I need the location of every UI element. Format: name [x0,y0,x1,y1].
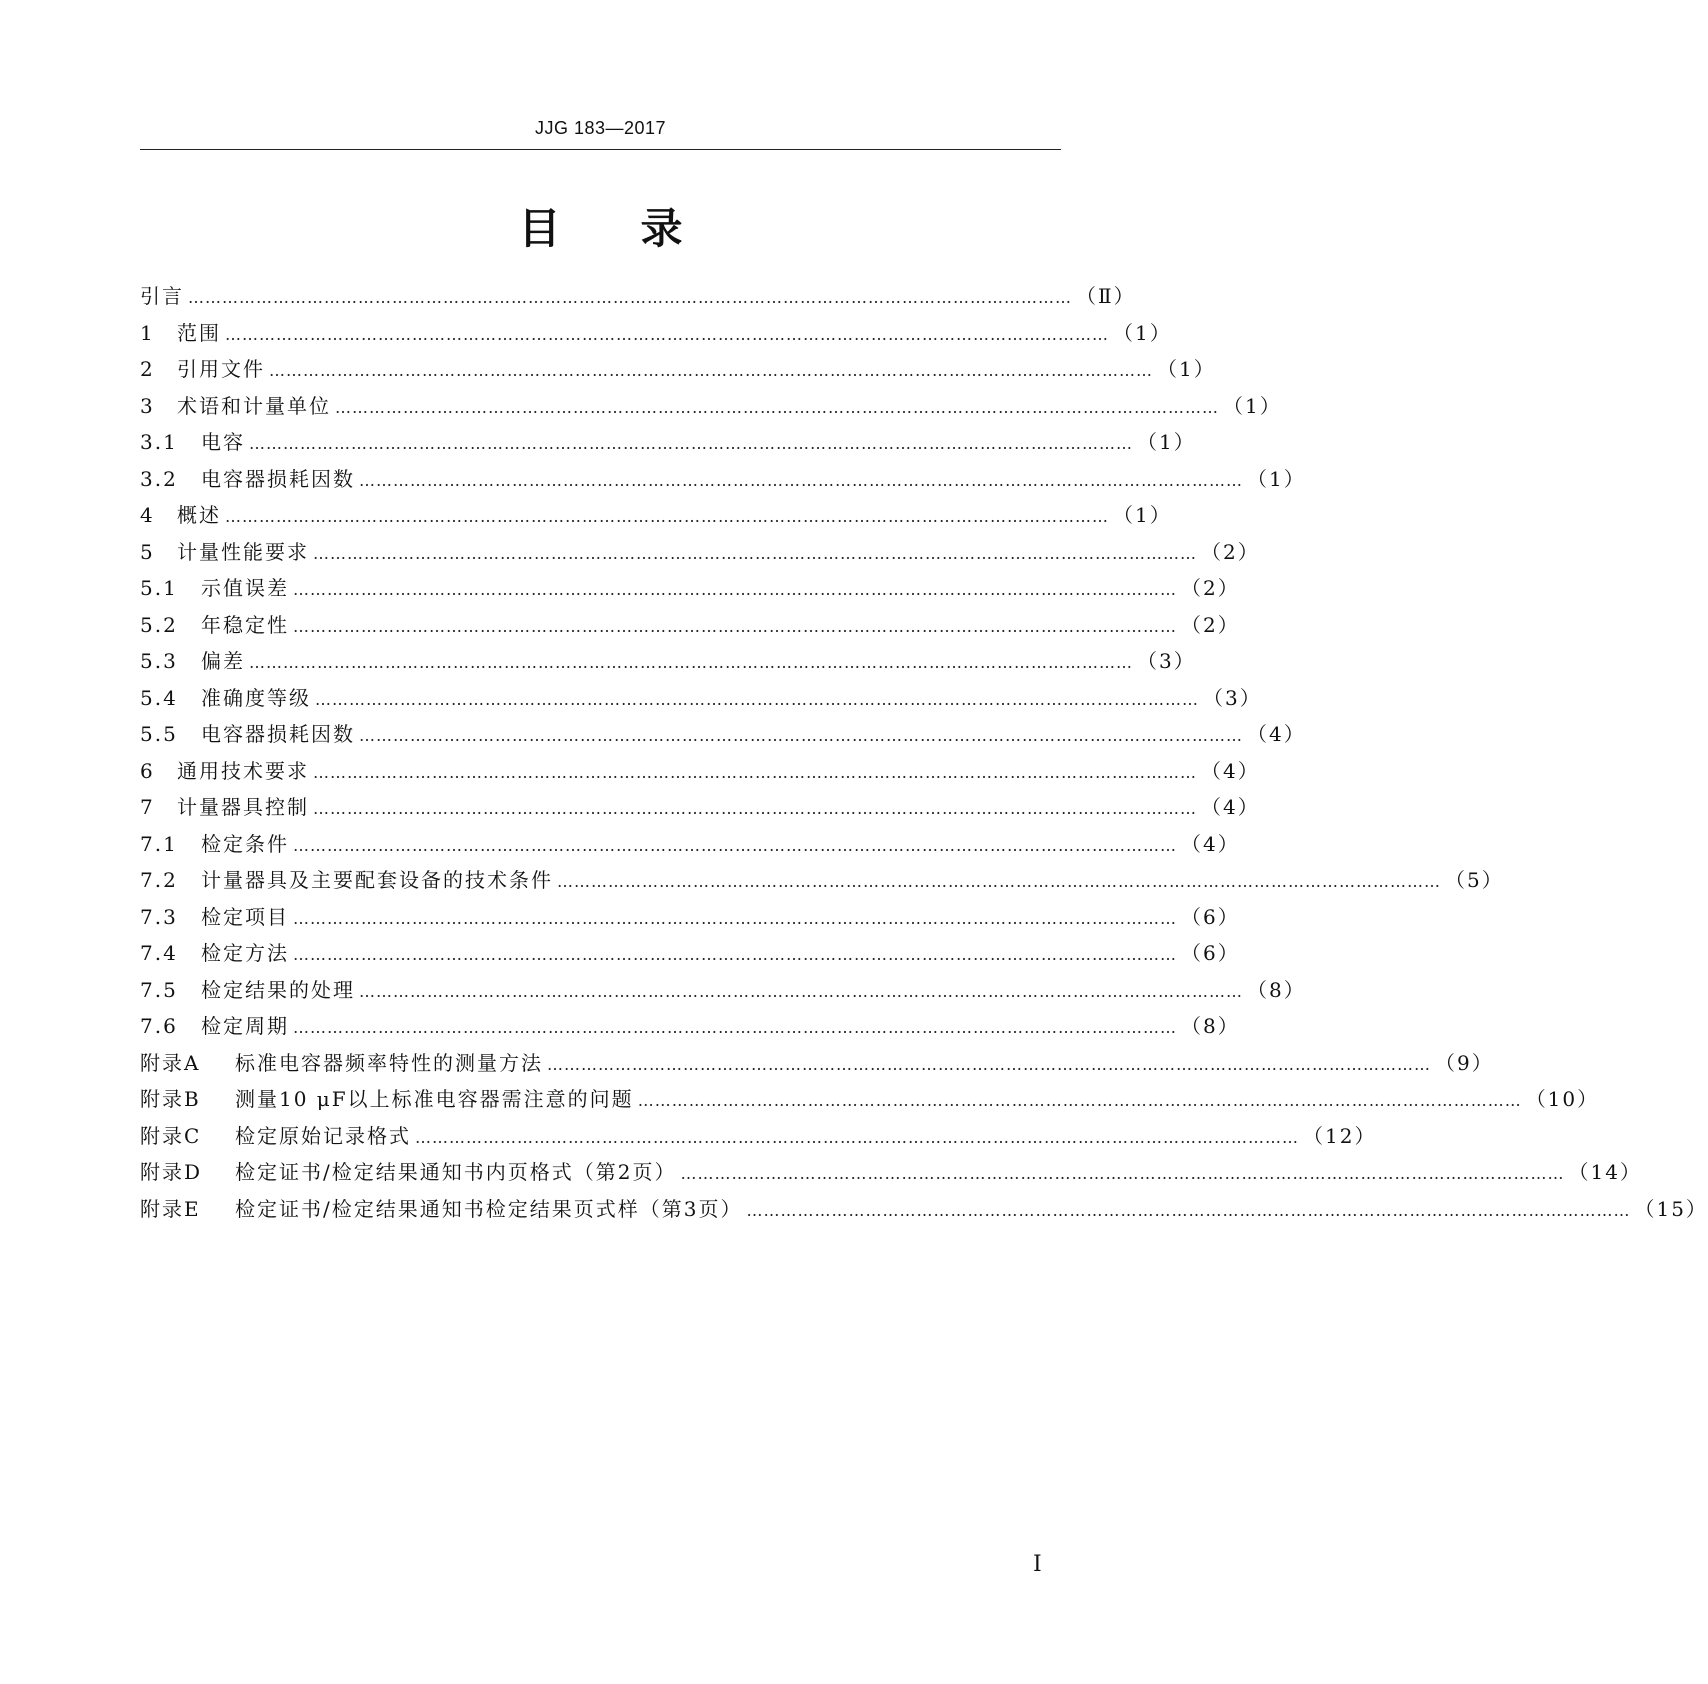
toc-entry-page: （6） [1181,904,1240,929]
toc-dot-leader: ………………………………………………………………………………………………………………………………………… [557,872,1441,891]
toc-dot-leader: ………………………………………………………………………………………………………………………………………… [359,981,1243,1001]
toc-dot-leader: ………………………………………………………………………………………………………………………………………… [313,762,1197,782]
toc-entry[interactable] [140,351,1216,388]
toc-dot-leader: ………………………………………………………………………………………………………………………………………… [359,726,1243,745]
toc-dot-leader: ………………………………………………………………………………………………………………………………………… [249,653,1133,672]
toc-entry-title: 计量器具控制 [177,795,309,819]
toc-entry-number: 3.1 [140,430,178,454]
toc-entry-title: 检定证书/检定结果通知书检定结果页式样（第3页） [235,1196,743,1221]
toc-entry[interactable] [140,1154,1642,1191]
toc-entry[interactable] [140,826,1240,863]
toc-entry-number: 3.2 [140,466,178,491]
toc-dot-leader: ………………………………………………………………………………………………………………………………………… [293,835,1177,855]
toc-entry-title: 检定项目 [201,904,289,929]
toc-entry-number: 附录A [140,1050,201,1075]
toc-entry[interactable] [140,388,1282,425]
toc-entry[interactable] [140,278,1136,315]
toc-entry-title: 引用文件 [177,357,265,381]
toc-dot-leader: ………………………………………………………………………………………………………………………………………… [225,507,1109,526]
toc-entry[interactable] [140,899,1240,936]
toc-entry-title: 检定原始记录格式 [235,1123,411,1148]
toc-dot-leader: ………………………………………………………………………………………………………………………………………… [293,616,1177,636]
toc-dot-leader: ………………………………………………………………………………………………………………………………………… [225,324,1109,344]
toc-entry[interactable] [140,1118,1377,1155]
toc-entry-title: 引言 [140,284,184,308]
toc-entry-page: （2） [1201,539,1260,564]
toc-entry-page: （4） [1247,722,1306,746]
toc-dot-leader: ………………………………………………………………………………………………………………………………………… [680,1164,1565,1183]
table-of-contents [140,278,1708,1227]
toc-entry-number: 5.2 [140,612,178,637]
toc-entry-number: 5.5 [140,722,178,746]
toc-dot-leader: ………………………………………………………………………………………………………………………………………… [359,470,1243,490]
toc-entry-number: 附录E [140,1196,201,1221]
toc-entry-title: 通用技术要求 [177,758,309,783]
toc-entry-page: （5） [1445,868,1504,892]
toc-dot-leader: ………………………………………………………………………………………………………………………………………… [315,689,1199,709]
toc-entry[interactable] [140,862,1504,899]
toc-entry-number: 5 [140,539,155,564]
toc-entry-number: 5.1 [140,576,178,600]
toc-dot-leader: ………………………………………………………………………………………………………………………………………… [293,1018,1177,1037]
toc-entry[interactable] [140,789,1260,826]
toc-entry-page: （1） [1113,503,1172,527]
toc-entry-page: （1） [1223,393,1282,418]
toc-entry-number: 4 [140,503,155,527]
toc-entry[interactable] [140,753,1260,790]
toc-entry-title: 术语和计量单位 [177,393,331,418]
toc-entry-title: 示值误差 [201,576,289,600]
toc-entry[interactable] [140,534,1260,571]
toc-entry[interactable] [140,1081,1600,1118]
toc-entry[interactable] [140,1008,1240,1045]
toc-entry[interactable] [140,680,1262,717]
toc-entry-page: （9） [1435,1050,1494,1075]
toc-entry[interactable] [140,461,1306,498]
toc-dot-leader: ………………………………………………………………………………………………………………………………………… [269,361,1153,380]
toc-entry-page: （10） [1525,1087,1600,1111]
toc-dot-leader: ………………………………………………………………………………………………………………………………………… [313,543,1197,563]
toc-entry-number: 7.2 [140,868,178,892]
toc-entry-number: 3 [140,393,155,418]
toc-entry-title: 标准电容器频率特性的测量方法 [235,1050,543,1075]
toc-entry-page: （3） [1137,649,1196,673]
toc-entry-number: 5.4 [140,685,178,710]
toc-entry-title: 概述 [177,503,221,527]
toc-entry[interactable] [140,570,1240,607]
toc-entry-page: （8） [1247,977,1306,1002]
toc-entry-page: （1） [1113,320,1172,345]
toc-entry-title: 范围 [177,320,221,345]
toc-entry[interactable] [140,1045,1494,1082]
toc-dot-leader: ………………………………………………………………………………………………………………………………………… [188,288,1072,307]
toc-entry-page: （15） [1634,1196,1708,1221]
toc-entry-title: 计量器具及主要配套设备的技术条件 [201,868,553,892]
toc-title-char-1: 目 [518,204,561,253]
toc-entry-title: 检定条件 [201,831,289,856]
toc-dot-leader: ………………………………………………………………………………………………………………………………………… [335,397,1219,417]
toc-entry-page: （14） [1568,1160,1642,1184]
toc-entry-number: 7 [140,795,155,819]
toc-entry[interactable] [140,497,1172,534]
toc-entry-title: 检定结果的处理 [201,977,355,1002]
toc-entry[interactable] [140,424,1196,461]
header-rule [140,149,1061,150]
toc-entry-title: 偏差 [201,649,245,673]
toc-entry-number: 附录B [140,1087,201,1111]
toc-entry-page: （4） [1201,795,1260,819]
toc-entry-title: 检定周期 [201,1014,289,1038]
toc-entry-page: （2） [1181,576,1240,600]
toc-entry-number: 7.4 [140,941,178,965]
toc-entry-number: 附录D [140,1160,203,1184]
toc-entry-page: （3） [1203,685,1262,710]
toc-entry-page: （Ⅱ） [1076,284,1136,308]
toc-entry-page: （12） [1303,1123,1377,1148]
toc-entry-number: 6 [140,758,155,783]
toc-entry-title: 准确度等级 [201,685,311,710]
toc-dot-leader: ………………………………………………………………………………………………………………………………………… [637,1091,1522,1110]
toc-entry-title: 电容器损耗因数 [201,466,355,491]
toc-entry[interactable] [140,1191,1708,1228]
toc-entry-page: （1） [1247,466,1306,491]
toc-entry-title: 电容器损耗因数 [201,722,355,746]
toc-dot-leader: ………………………………………………………………………………………………………………………………………… [293,945,1177,964]
toc-entry-number: 7.3 [140,904,178,929]
toc-entry[interactable] [140,315,1172,352]
toc-title [140,196,1061,256]
toc-entry-number: 5.3 [140,649,178,673]
toc-entry[interactable] [140,972,1306,1009]
toc-entry-page: （6） [1181,941,1240,965]
toc-entry-title: 测量10 μF以上标准电容器需注意的问题 [235,1087,634,1111]
toc-entry-number: 7.6 [140,1014,178,1038]
toc-entry-page: （1） [1157,357,1216,381]
toc-entry-page: （4） [1181,831,1240,856]
toc-entry-number: 附录C [140,1123,202,1148]
toc-title-char-2: 录 [640,204,683,253]
toc-entry-number: 7.5 [140,977,178,1002]
toc-dot-leader: ………………………………………………………………………………………………………………………………………… [249,434,1133,453]
toc-entry[interactable] [140,935,1240,972]
toc-entry-page: （1） [1137,430,1196,454]
toc-entry-title: 检定证书/检定结果通知书内页格式（第2页） [235,1160,677,1184]
toc-entry[interactable] [140,716,1306,753]
toc-dot-leader: ………………………………………………………………………………………………………………………………………… [293,908,1177,928]
toc-dot-leader: ………………………………………………………………………………………………………………………………………… [547,1054,1431,1074]
toc-entry-number: 1 [140,320,155,345]
toc-dot-leader: ………………………………………………………………………………………………………………………………………… [293,580,1177,599]
toc-entry-title: 检定方法 [201,941,289,965]
toc-entry-title: 年稳定性 [201,612,289,637]
toc-entry[interactable] [140,607,1240,644]
toc-dot-leader: ………………………………………………………………………………………………………………………………………… [415,1127,1299,1147]
toc-entry-page: （8） [1181,1014,1240,1038]
standard-code-header: JJG 183—2017 [534,118,667,138]
toc-entry-number: 7.1 [140,831,178,856]
toc-entry-page: （4） [1201,758,1260,783]
toc-dot-leader: ………………………………………………………………………………………………………………………………………… [746,1200,1631,1220]
toc-entry-number: 2 [140,357,155,381]
toc-entry-page: （2） [1181,612,1240,637]
toc-entry-title: 电容 [201,430,245,454]
toc-dot-leader: ………………………………………………………………………………………………………………………………………… [313,799,1197,818]
toc-entry-title: 计量性能要求 [177,539,309,564]
toc-entry[interactable] [140,643,1196,680]
page-number: Ⅰ [1033,1552,1042,1577]
